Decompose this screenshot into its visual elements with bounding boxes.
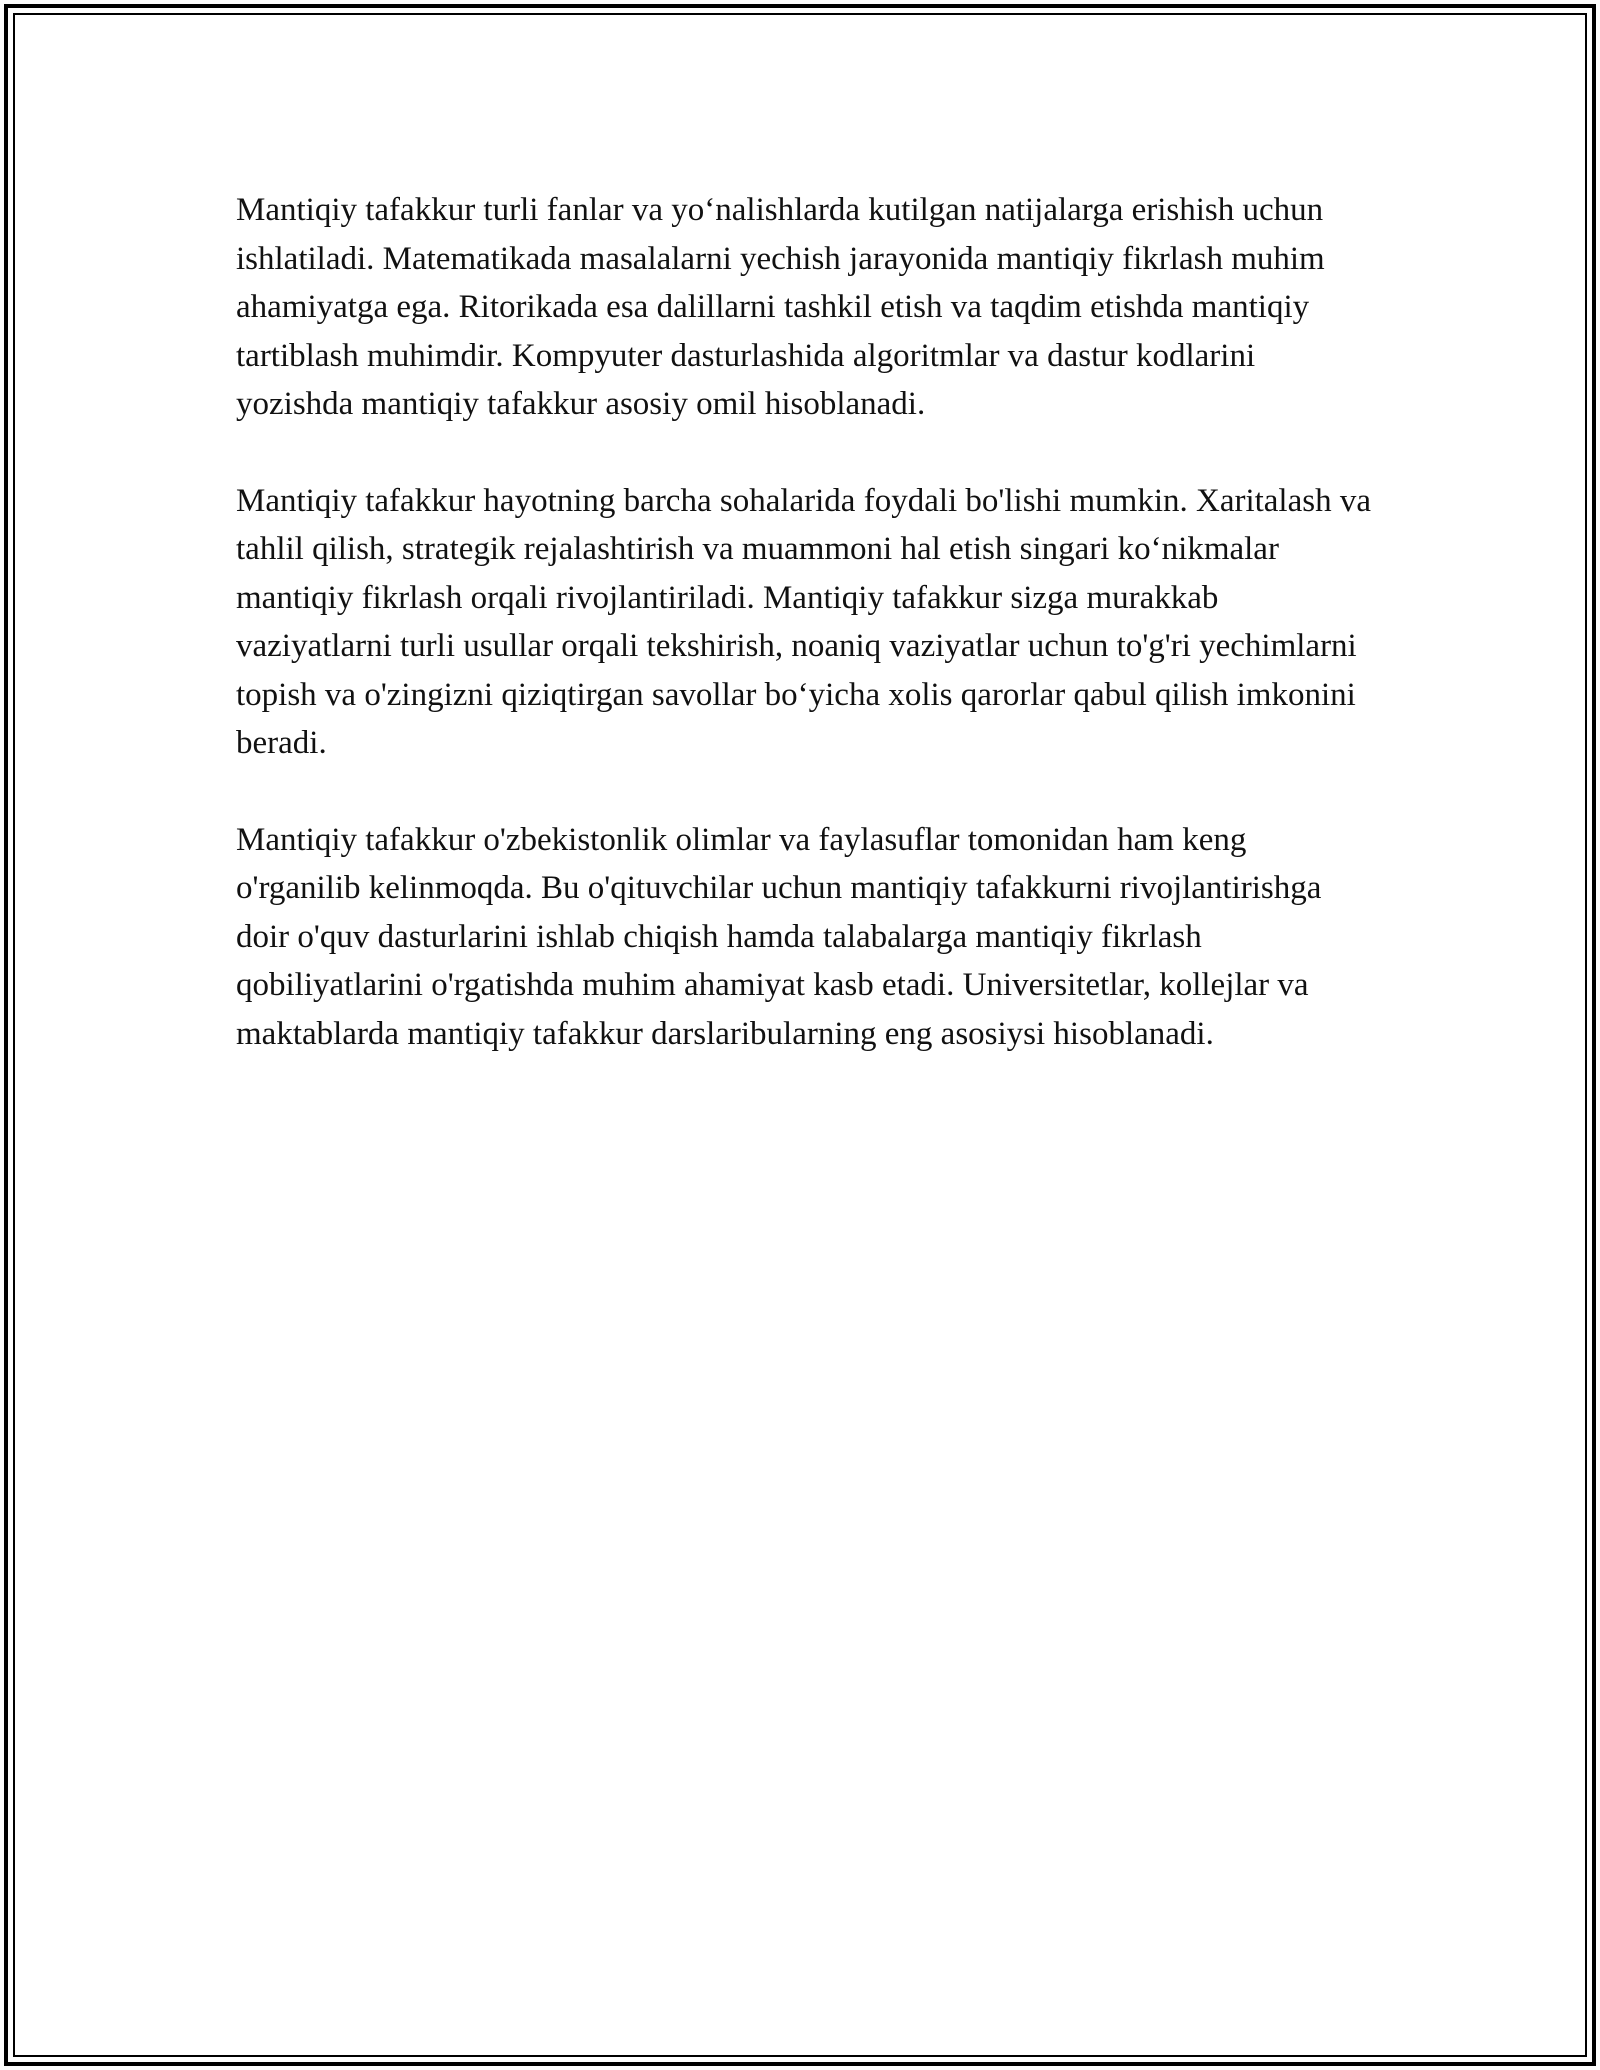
paragraph-2: Mantiqiy tafakkur hayotning barcha sohalarida foydali bo'lishi mumkin. Xaritalash va tahlil qilish, strategik rejalashtirish va muammoni hal etish singari ko‘nikmalar mantiqiy fikrlash orqali rivojlantiriladi. Mantiqiy tafakkur sizga murakkab vaziyatlarni turli usullar orqali tekshirish, noaniq vaziyatlar uchun to'g'ri yechimlarni topish va o'zingizni qiziqtirgan savollar bo‘yicha xolis qarorlar qabul qilish imkonini beradi.: [236, 482, 1371, 761]
paragraph-3: Mantiqiy tafakkur o'zbekistonlik olimlar va faylasuflar tomonidan ham keng o'rganilib kelinmoqda. Bu o'qituvchilar uchun mantiqiy tafakkurni rivojlantirishga doir o'quv dasturlarini ishlab chiqish hamda talabalarga mantiqiy fikrlash qobiliyatlarini o'rgatishda muhim ahamiyat kasb etadi. Universitetlar, kollejlar va maktablarda mantiqiy tafakkur darslaribularning eng asosiysi hisoblanadi.: [236, 821, 1322, 1052]
document-body: [236, 186, 1376, 1106]
paragraph-1: Mantiqiy tafakkur turli fanlar va yo‘nalishlarda kutilgan natijalarga erishish uchun ishlatiladi. Matematikada masalalarni yechish jarayonida mantiqiy fikrlash muhim ahamiyatga ega. Ritorikada esa dalillarni tashkil etish va taqdim etishda mantiqiy tartiblash muhimdir. Kompyuter dasturlashida algoritmlar va dastur kodlarini yozishda mantiqiy tafakkur asosiy omil hisoblanadi.: [236, 192, 1325, 422]
